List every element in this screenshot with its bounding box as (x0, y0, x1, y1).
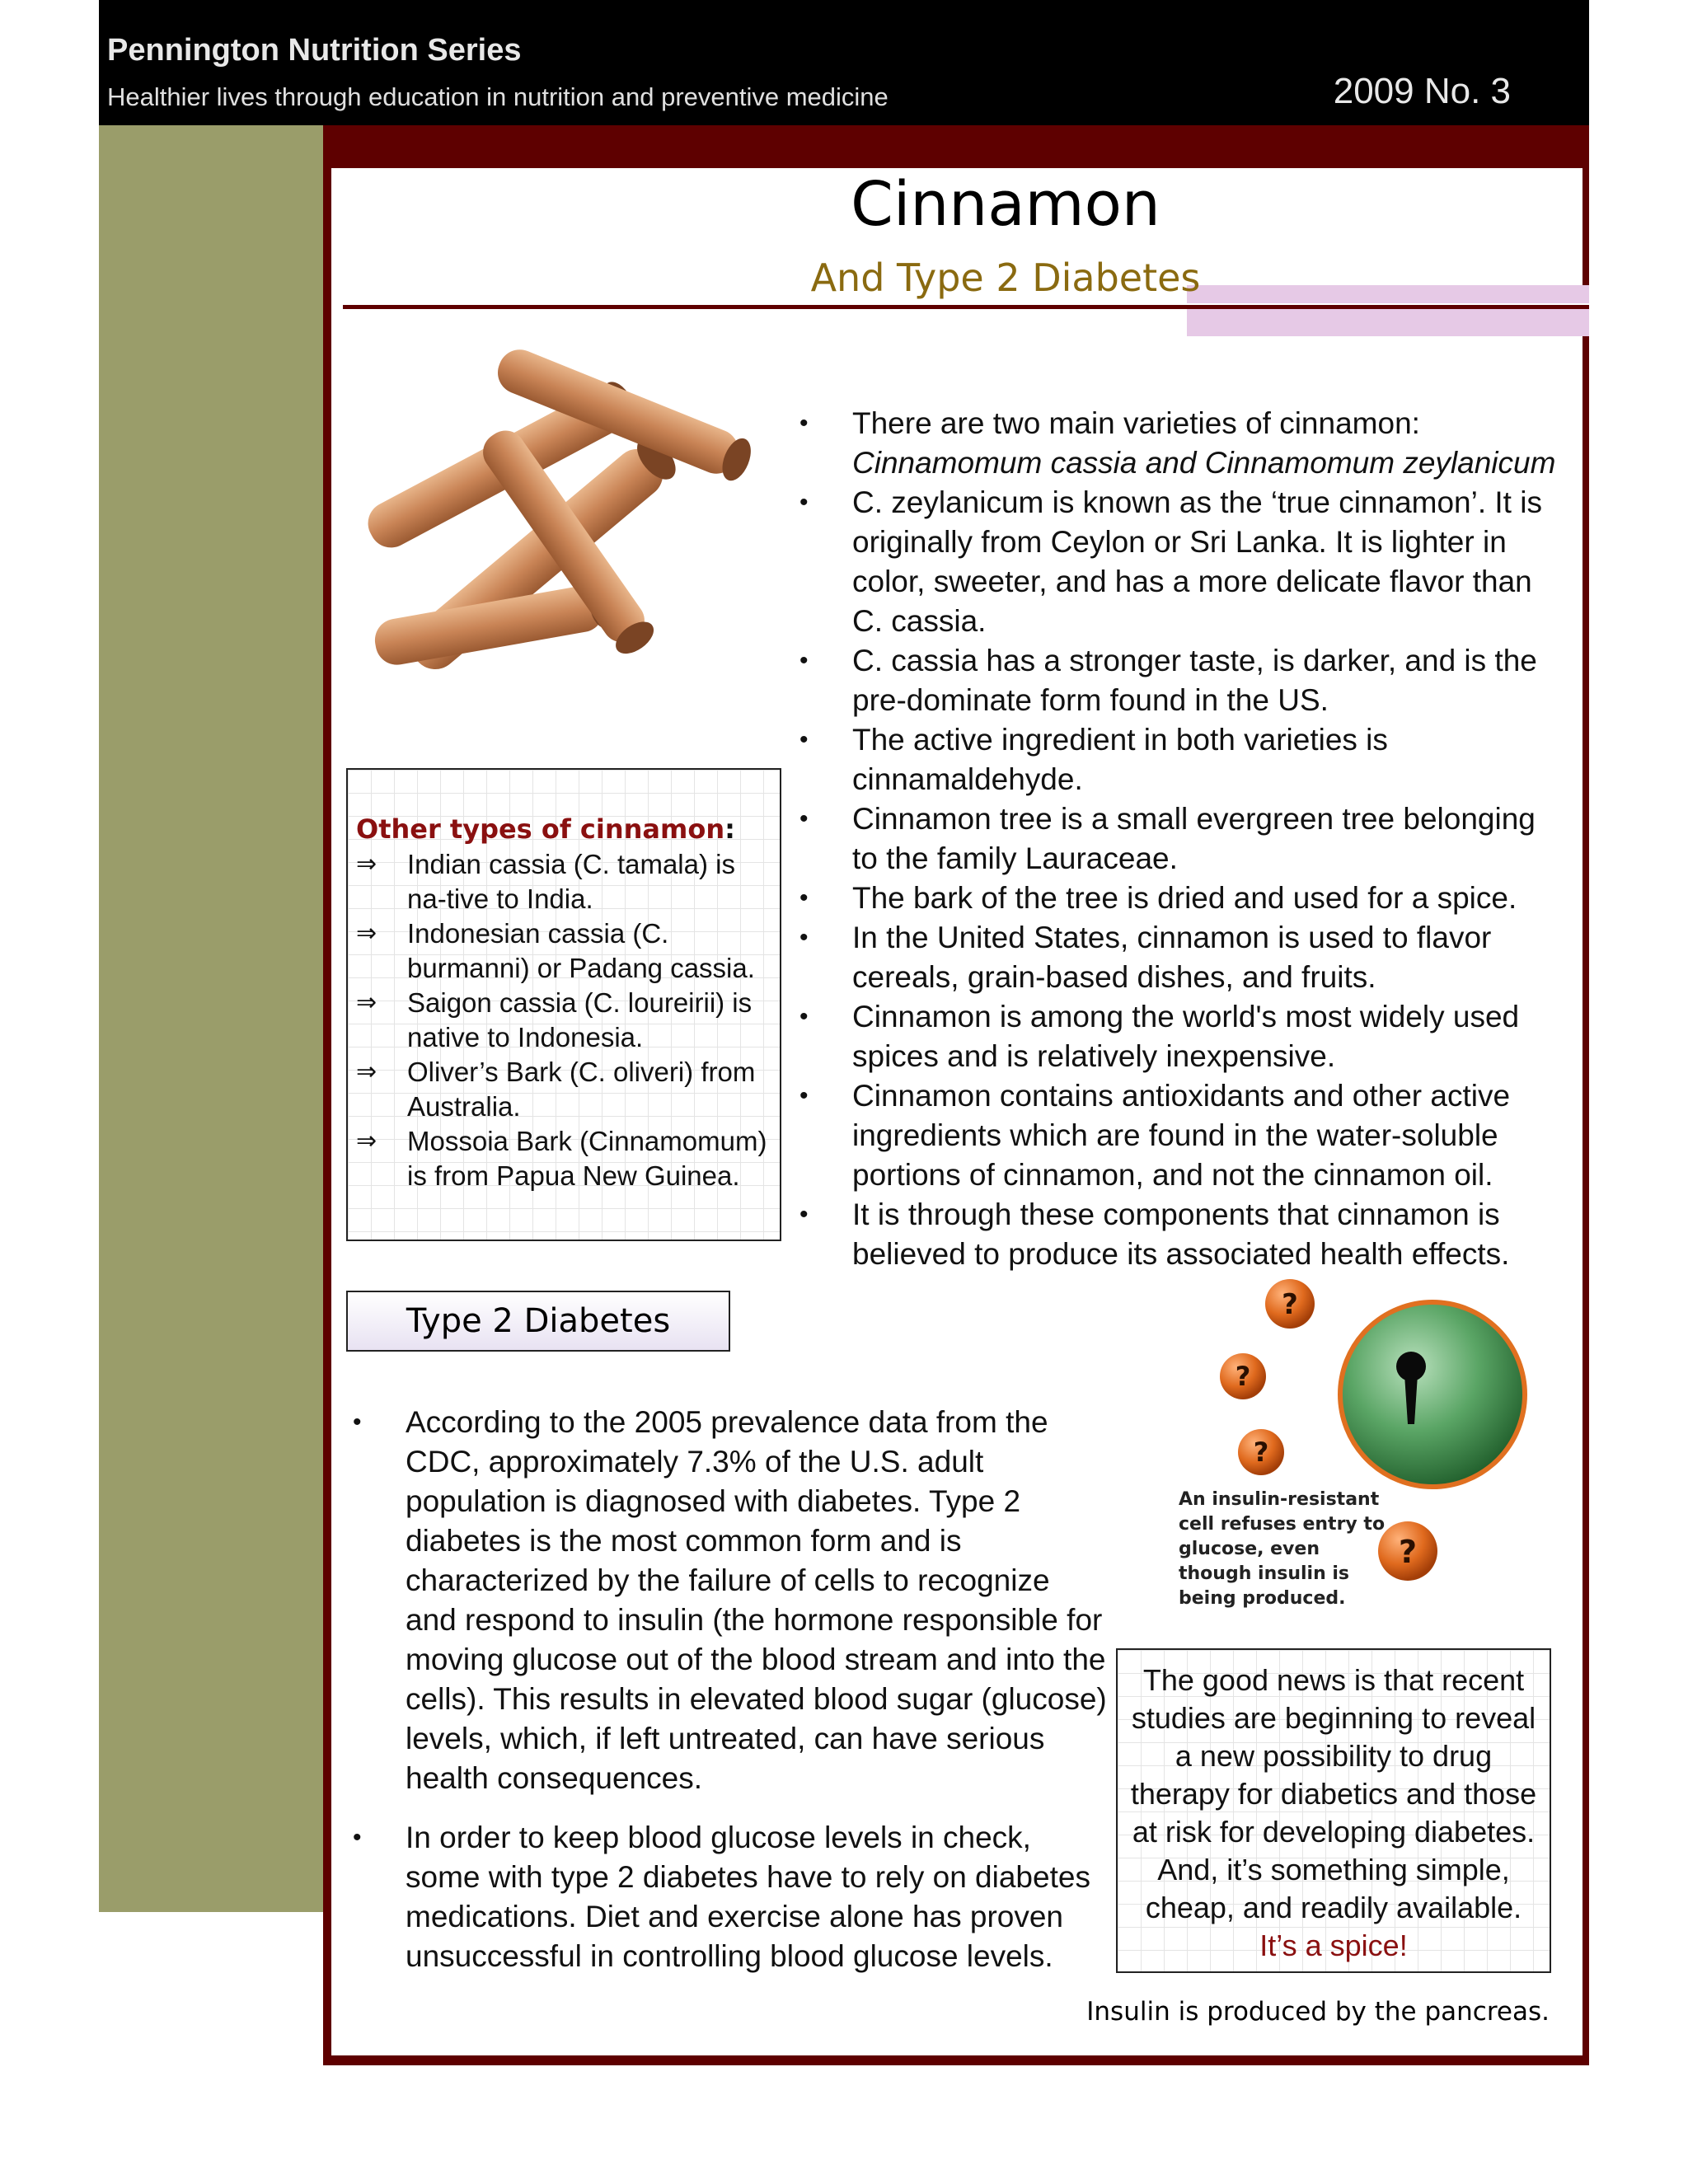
other-types-box (346, 768, 781, 1241)
list-item: • In order to keep blood glucose levels in check, some with type 2 diabetes have to rely on diabetes medications. Diet and exercise alone has proven unsuccessful in controlling blood glucose levels. (349, 1818, 1108, 1976)
issue-number: 2009 No. 3 (1333, 71, 1511, 111)
list-item: • In the United States, cinnamon is used to flavor cereals, grain-based dishes, and fruits. (796, 918, 1567, 997)
list-item (356, 916, 773, 986)
article-subtitle: And Type 2 Diabetes (810, 255, 1201, 300)
list-item (796, 404, 1567, 483)
question-mark: ? (1398, 1534, 1418, 1570)
list-item: • C. cassia has a stronger taste, is darker, and is the pre-dominate form found in the US. (796, 641, 1567, 720)
figure-caption: Insulin is produced by the pancreas. (1086, 1997, 1550, 2027)
list-item: • It is through these components that cinnamon is believed to produce its associated health effects. (796, 1195, 1567, 1274)
list-item (356, 847, 773, 916)
cell-sphere (1340, 1302, 1525, 1487)
list-item (356, 1055, 773, 1124)
question-mark: ? (1282, 1288, 1298, 1321)
other-types-heading-colon: : (724, 813, 735, 845)
arrow-icon: ⇒ (356, 1127, 377, 1155)
diabetes-section-header: Type 2 Diabetes (346, 1291, 730, 1352)
other-types-list (356, 847, 773, 1193)
arrow-icon: ⇒ (356, 988, 377, 1017)
list-item (356, 1124, 773, 1193)
arrow-icon: ⇒ (356, 850, 377, 879)
other-types-heading (356, 811, 773, 847)
article-title: Cinnamon (851, 169, 1160, 240)
question-mark: ? (1235, 1361, 1251, 1392)
series-title: Pennington Nutrition Series (107, 33, 522, 68)
list-item: • Cinnamon contains antioxidants and other active ingredients which are found in the water-soluble portions of cinnamon, and not the cinnamon oil. (796, 1076, 1567, 1195)
list-item: • According to the 2005 prevalence data from the CDC, approximately 7.3% of the U.S. adult population is diagnosed with diabetes. Type 2 diabetes is the most common form and is characterized by the failure of cells to recognize and respond to insulin (the hormone responsible for moving glucose out of the blood stream and into the cells). This results in elevated blood sugar (glucose) levels, which, if left untreated, can have serious health consequences. (349, 1403, 1108, 1798)
list-item: • The active ingredient in both varieties is cinnamaldehyde. (796, 720, 1567, 799)
good-news-highlight: It’s a spice! (1259, 1929, 1408, 1962)
diabetes-list (349, 1403, 1108, 1996)
bullet-text: There are two main varieties of cinnamon: (852, 406, 1420, 440)
arrow-icon: ⇒ (356, 1057, 377, 1086)
good-news-box (1116, 1648, 1551, 1973)
cinnamon-facts-list (796, 404, 1567, 1274)
figure-label-line: being produced. (1179, 1588, 1346, 1609)
list-item-text: Saigon cassia (C. loureirii) is native to Indonesia. (407, 987, 753, 1052)
list-item: • Cinnamon is among the world's most widely used spices and is relatively inexpensive. (796, 997, 1567, 1076)
list-item: • C. zeylanicum is known as the ‘true cinnamon’. It is originally from Ceylon or Sri Lanka. It is lighter in color, sweeter, and has a more delicate flavor than C. cassia. (796, 483, 1567, 641)
list-item-text: Oliver’s Bark (C. oliveri) from Australia. (407, 1057, 756, 1122)
list-item (356, 986, 773, 1055)
bullet-italic-line: Cinnamomum cassia and Cinnamomum zeylanicum (852, 446, 1556, 480)
figure-label-line: cell refuses entry to (1179, 1514, 1386, 1535)
other-types-heading-text: Other types of cinnamon (356, 813, 725, 845)
insulin-resistant-cell-illustration (1170, 1261, 1533, 1624)
good-news-text: The good news is that recent studies are beginning to reveal a new possibility to drug therapy for diabetics and those at risk for developing diabetes. And, it’s something simple, cheap, and readily available. (1130, 1663, 1537, 1924)
header-bar (99, 0, 1589, 125)
olive-sidebar (99, 125, 323, 1912)
figure-label-line: glucose, even (1179, 1539, 1320, 1559)
cinnamon-sticks-image (342, 326, 771, 738)
list-item-text: Indian cassia (C. tamala) is na-tive to India. (407, 849, 735, 914)
list-item: • The bark of the tree is dried and used for a spice. (796, 879, 1567, 918)
list-item: • Cinnamon tree is a small evergreen tree belonging to the family Lauraceae. (796, 799, 1567, 879)
series-tagline: Healthier lives through education in nutrition and preventive medicine (107, 82, 889, 111)
question-mark: ? (1253, 1436, 1269, 1468)
list-item-text: Indonesian cassia (C. burmanni) or Padang cassia. (407, 918, 755, 983)
arrow-icon: ⇒ (356, 919, 377, 948)
figure-label-line: though insulin is (1179, 1563, 1350, 1584)
figure-label-line: An insulin-resistant (1179, 1489, 1380, 1510)
list-item-text: Mossoia Bark (Cinnamomum) is from Papua New Guinea. (407, 1126, 767, 1191)
title-rule (343, 305, 1589, 309)
